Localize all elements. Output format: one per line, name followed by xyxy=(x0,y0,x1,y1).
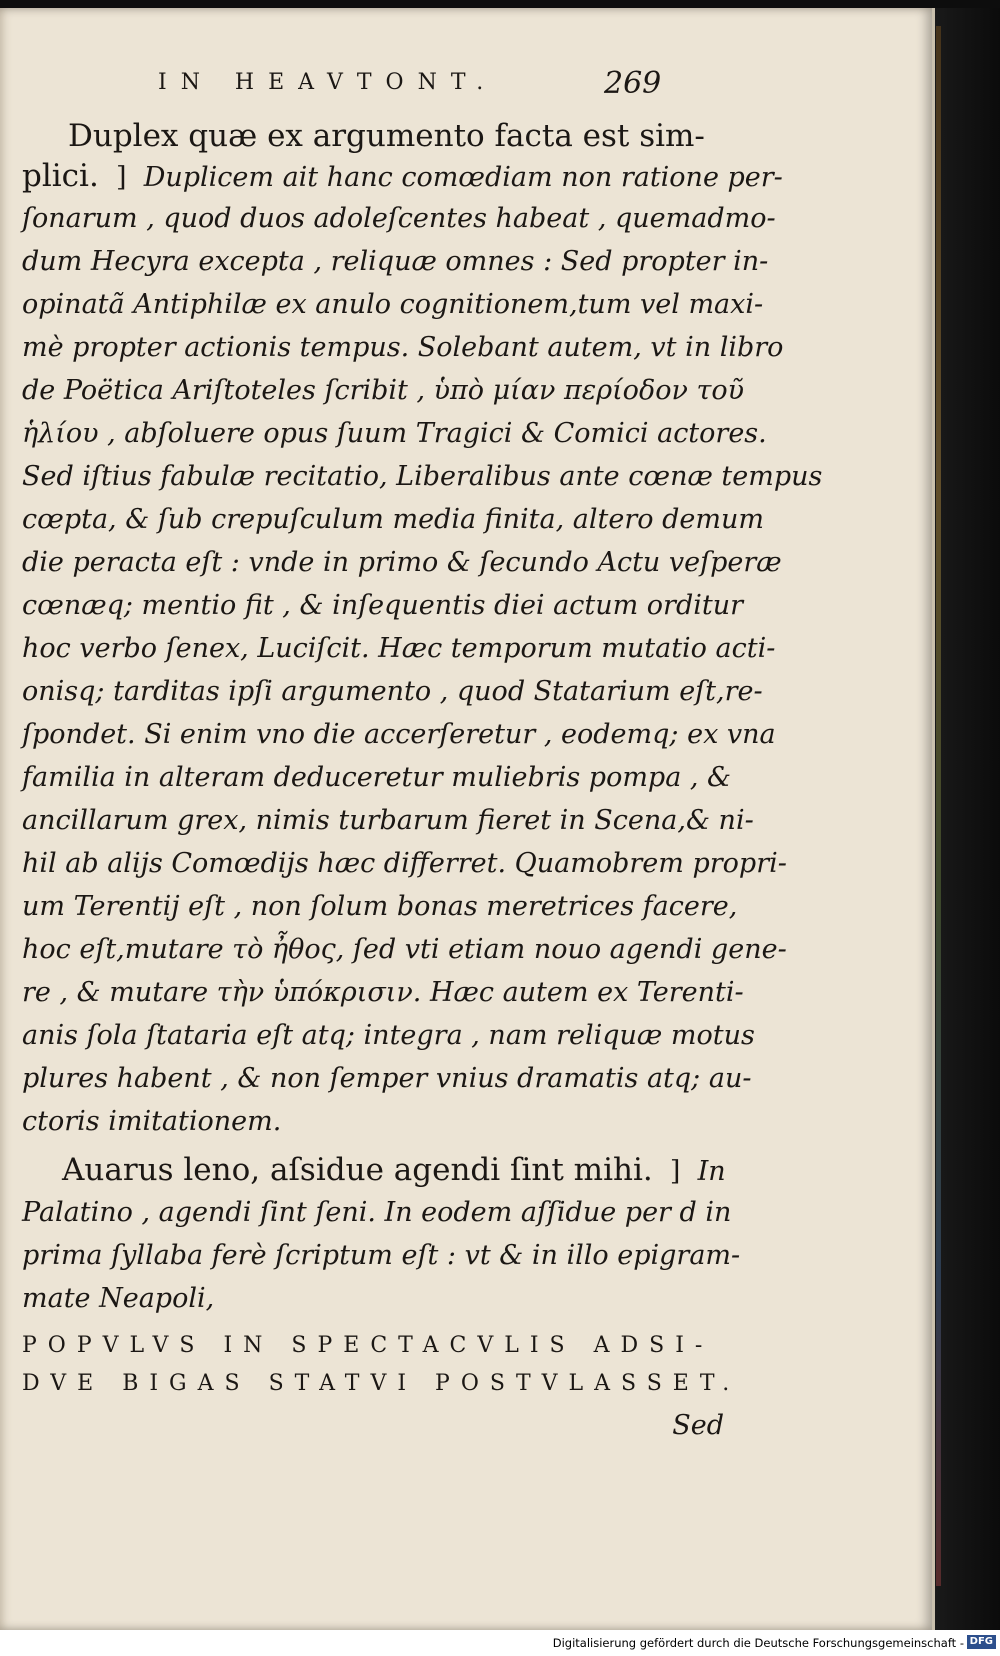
commentary-line: cœpta, & ſub crepuſculum media finita, altero demum xyxy=(22,504,764,535)
commentary-line: hil ab alijs Comœdijs hæc differret. Quamobrem propri- xyxy=(22,848,787,879)
commentary-line: re , & mutare τὴν ὑπόκρισιν. Hæc autem ex Terenti- xyxy=(22,977,744,1008)
inscription-line: POPVLVS IN SPECTACVLIS ADSI- xyxy=(22,1333,714,1358)
book-page xyxy=(0,8,932,1630)
lemma-bracket: ] xyxy=(107,162,136,193)
commentary-line: prima ſyllaba ferè ſcriptum eſt : vt & in illo epigram- xyxy=(22,1240,741,1271)
page-edge xyxy=(932,8,935,1630)
commentary-line: hoc eſt,mutare τὸ ἦθος, ſed vti etiam nouo agendi gene- xyxy=(22,934,787,965)
catchword: Sed xyxy=(672,1410,724,1441)
commentary-line: Palatino , agendi ſint ſeni. In eodem aſſidue per d in xyxy=(22,1197,732,1228)
commentary-line: um Terentij eſt , non ſolum bonas meretrices facere, xyxy=(22,891,738,922)
commentary-line: dum Hecyra excepta , reliquæ omnes : Sed propter in- xyxy=(22,246,769,277)
running-header: IN HEAVTONT. xyxy=(158,70,498,95)
footer-credit: Digitalisierung gefördert durch die Deutsche Forschungsgemeinschaft - xyxy=(552,1636,964,1650)
page-number: 269 xyxy=(604,66,662,101)
lemma-line-2 xyxy=(22,158,783,196)
lemma-text: Auarus leno, aſsidue agendi ſint mihi. xyxy=(62,1152,653,1188)
commentary-line: ἡλίου , abſoluere opus ſuum Tragici & Comici actores. xyxy=(22,418,767,449)
commentary-line: Duplicem ait hanc comœdiam non ratione per- xyxy=(143,162,783,193)
commentary-line: anis ſola ſtataria eſt atq; integra , nam reliquæ motus xyxy=(22,1020,755,1051)
commentary-line: mè propter actionis tempus. Solebant autem, vt in libro xyxy=(22,332,784,363)
commentary-line: die peracta eſt : vnde in primo & ſecundo Actu veſperæ xyxy=(22,547,782,578)
scan-margin xyxy=(932,8,1000,1630)
inscription-line: DVE BIGAS STATVI POSTVLASSET. xyxy=(22,1371,741,1396)
commentary-line: ſonarum , quod duos adoleſcentes habeat , quemadmo- xyxy=(22,203,776,234)
color-calibration-strip xyxy=(936,26,941,1586)
commentary-line: Sed iſtius fabulæ recitatio, Liberalibus ante cœnæ tempus xyxy=(22,461,823,492)
commentary-line: opinatã Antiphilæ ex anulo cognitionem,tum vel maxi- xyxy=(22,289,764,320)
commentary-line: plures habent , & non ſemper vnius dramatis atq; au- xyxy=(22,1063,752,1094)
commentary-line: mate Neapoli, xyxy=(22,1283,215,1314)
commentary-line: familia in alteram deduceretur muliebris pompa , & xyxy=(22,762,732,793)
lemma-line-1: Duplex quæ ex argumento facta est sim- xyxy=(68,118,705,154)
commentary-line: ctoris imitationem. xyxy=(22,1106,282,1137)
commentary-line: onisq; tarditas ipſi argumento , quod Statarium eſt,re- xyxy=(22,676,763,707)
commentary-line: ſpondet. Si enim vno die accerſeretur , eodemq; ex vna xyxy=(22,719,776,750)
commentary-line: In xyxy=(697,1156,726,1187)
lemma-bracket: ] xyxy=(661,1156,690,1187)
commentary-line: ancillarum grex, nimis turbarum fieret in Scena,& ni- xyxy=(22,805,754,836)
commentary-line: de Poëtica Ariſtoteles ſcribit , ὑπὸ μίαν περίοδον τοῦ xyxy=(22,375,745,406)
commentary-line: cœnæq; mentio fit , & inſequentis diei actum orditur xyxy=(22,590,744,621)
dfg-logo: DFG xyxy=(967,1635,996,1649)
footer xyxy=(0,1630,1000,1656)
commentary-line: hoc verbo ſenex, Luciſcit. Hæc temporum mutatio acti- xyxy=(22,633,776,664)
lemma-continuation: plici. xyxy=(22,158,99,194)
lemma-line-3 xyxy=(62,1152,764,1190)
